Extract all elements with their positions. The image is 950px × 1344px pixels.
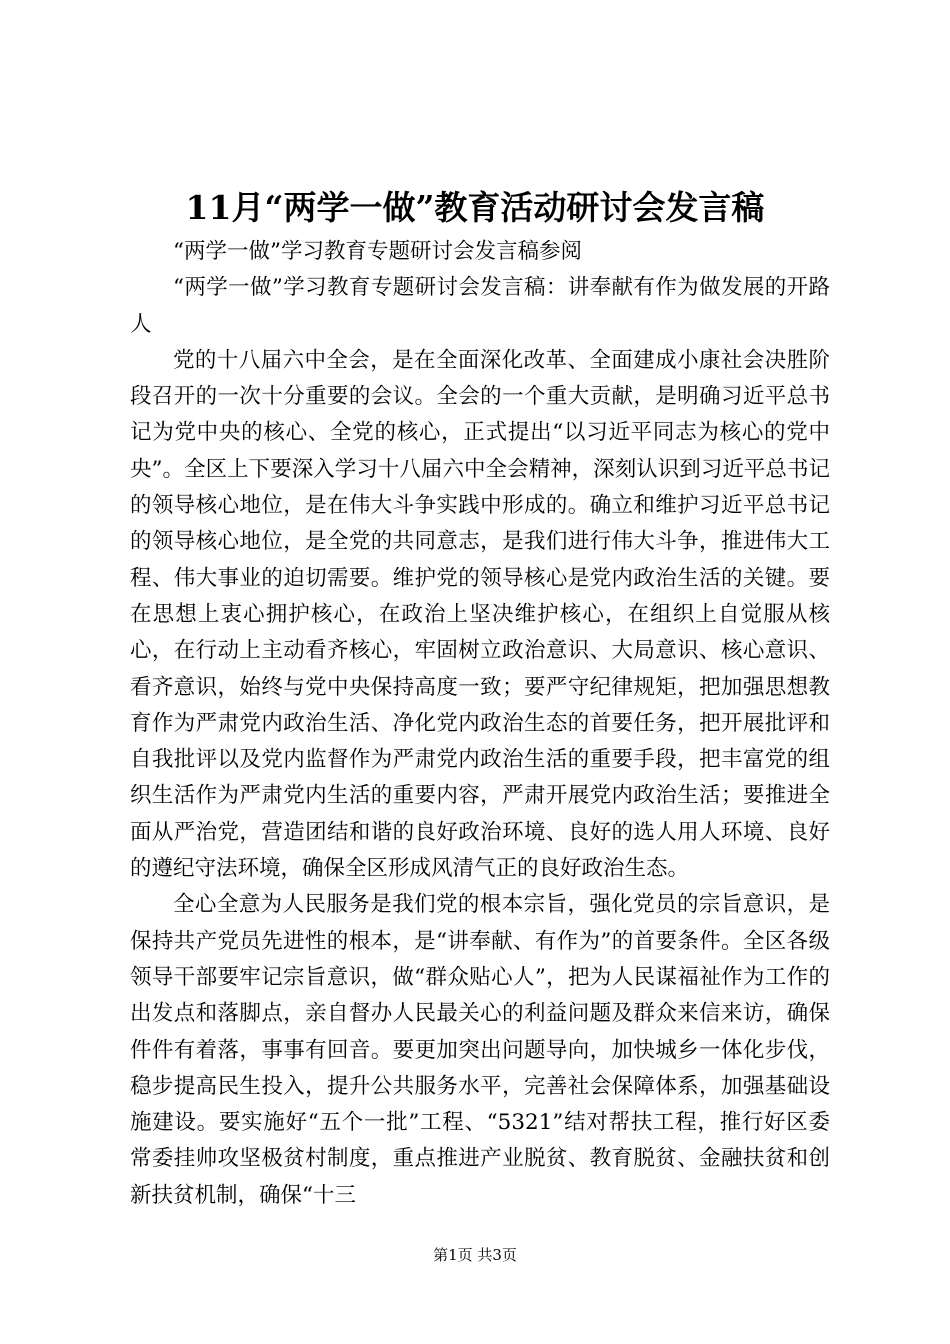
document-title: 11月“两学一做”教育活动研讨会发言稿 [185,188,765,227]
paragraph-subtitle: “两学一做”学习教育专题研讨会发言稿参阅 [173,239,582,264]
paragraph-body-2: 全心全意为人民服务是我们党的根本宗旨，强化党员的宗旨意识，是保持共产党员先进性的根本，是“讲奉献、有作为”的首要条件。全区各级领导干部要牢记宗旨意识，做“群众贴心人”，把为人民谋福祉作为工作的出发点和落脚点，亲自督办人民最关心的利益问题及群众来信来访，确保件件有着落，事事有回音。要更加突出问题导向，加快城乡一体化步伐，稳步提高民生投入，提升公共服务水平，完善社会保障体系，加强基础设施建设。要实施好“五个一批”工程、“5321”结对帮扶工程，推行好区委常委挂帅攻坚极贫村制度，重点推进产业脱贫、教育脱贫、金融扶贫和创新扶贫机制，确保“十三 [130,892,830,1208]
paragraph-body-1: 党的十八届六中全会，是在全面深化改革、全面建成小康社会决胜阶段召开的一次十分重要的会议。全会的一个重大贡献，是明确习近平总书记为党中央的核心、全党的核心，正式提出“以习近平同志为核心的党中央”。全区上下要深入学习十八届六中全会精神，深刻认识到习近平总书记的领导核心地位，是在伟大斗争实践中形成的。确立和维护习近平总书记的领导核心地位，是全党的共同意志，是我们进行伟大斗争，推进伟大工程、伟大事业的迫切需要。维护党的领导核心是党内政治生活的关键。要在思想上衷心拥护核心，在政治上坚决维护核心，在组织上自觉服从核心，在行动上主动看齐核心，牢固树立政治意识、大局意识、核心意识、看齐意识，始终与党中央保持高度一致；要严守纪律规矩，把加强思想教育作为严肃党内政治生活、净化党内政治生态的首要任务，把开展批评和自我批评以及党内监督作为严肃党内政治生活的重要手段，把丰富党的组织生活作为严肃党内生活的重要内容，严肃开展党内政治生活；要推进全面从严治党，营造团结和谐的良好政治环境、良好的选人用人环境、良好的遵纪守法环境，确保全区形成风清气正的良好政治生态。 [130,347,830,882]
paragraph-heading: “两学一做”学习教育专题研讨会发言稿：讲奉献有作为做发展的开路人 [130,275,830,337]
document-body [130,234,830,1214]
page-footer: 第1页 共3页 [433,1246,517,1264]
